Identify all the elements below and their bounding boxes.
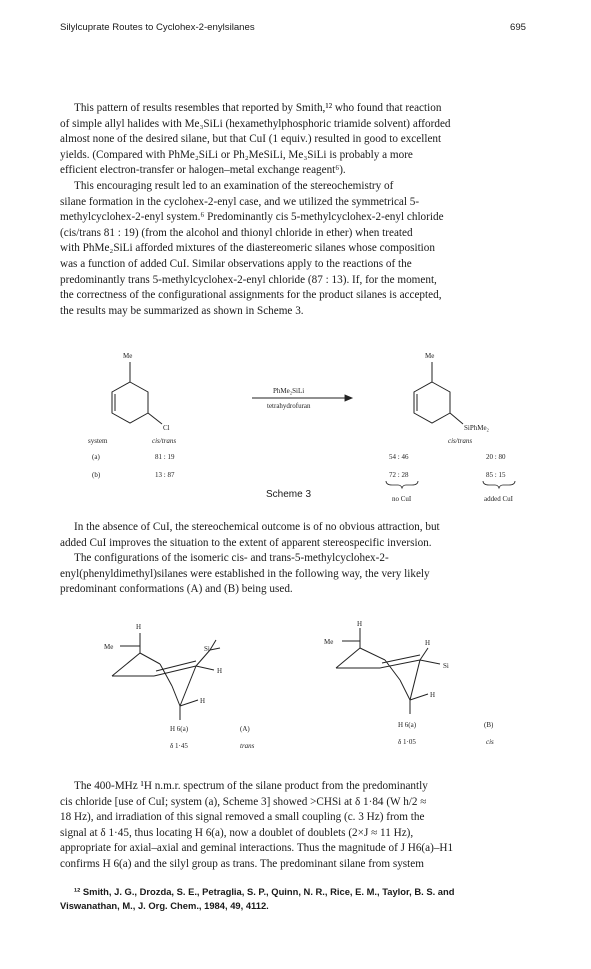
text-line: In the absence of CuI, the stereochemical outcome is of no obvious attraction, but [74,521,440,533]
a-me-label: Me [104,643,114,651]
row-b-start: 13 : 87 [155,471,175,479]
text-line: The 400-MHz ¹H n.m.r. spectrum of the silane product from the predominantly [74,780,428,792]
b-h-lower: H [430,691,436,699]
text-line: This encouraging result led to an examination of the stereochemistry of [74,180,394,192]
footnote-line: Viswanathan, M., J. Org. Chem., 1984, 49, 4112. [60,899,269,911]
row-a-start: 81 : 19 [155,453,175,461]
a-h-top: H [136,623,142,631]
ratio-heading-right: cis/trans [448,437,473,445]
text-line: This pattern of results resembles that reported by Smith,¹² who found that reaction [74,102,442,114]
reagent-label: PhMe₂SiLi [273,387,305,395]
text-line: yields. (Compared with PhMe₂SiLi or Ph₂MeSiLi, Me₃SiLi is probably a more [60,148,413,161]
a-h-right: H [217,667,223,675]
scheme-caption: Scheme 3 [266,489,312,500]
solvent-label: tetrahydrofuran [267,402,311,410]
row-b-cui: 85 : 15 [486,471,506,479]
text-line: 18 Hz), and irradiation of this signal removed a small coupling (c. 3 Hz) from the [60,811,425,824]
a-h6-label: H 6(a) [170,725,189,733]
footnote-line: ¹² Smith, J. G., Drozda, S. E., Petraglia, S. P., Quinn, N. R., Rice, E. M., Taylor, B. S. and [74,886,455,897]
a-conformer-label: (A) [240,725,250,733]
ratio-heading-left: cis/trans [152,437,177,445]
siphme2-label: SiPhMe₂ [464,424,490,432]
b-h-right: H [425,639,431,647]
text-line: silane formation in the cyclohex-2-enyl case, and we utilized the symmetrical 5- [60,195,420,208]
text-line: efficient electron-transfer or halogen–metal exchange reagent⁶). [60,164,346,177]
text-line: signal at δ 1·45, thus locating H 6(a), now a doublet of doublets (2×J ≈ 11 Hz), [60,826,414,839]
a-h-lower: H [200,697,206,705]
added-cui-label: added CuI [484,495,513,503]
me-label-right: Me [425,352,435,360]
paragraph-4 [60,779,532,873]
text-line: the results may be summarized as shown in Scheme 3. [60,304,304,317]
text-line: appropriate for axial–axial and geminal interactions. Thus the magnitude of J H6(a)–H1 [60,842,454,855]
me-label-left: Me [123,352,133,360]
text-line: enyl(phenyldimethyl)silanes were established in the following way, the very likely [60,567,430,580]
text-line: added CuI improves the situation to the extent of apparent stereospecific inversion. [60,536,432,549]
text-line: almost none of the desired silane, but that CuI (1 equiv.) resulted in good to excellent [60,133,442,146]
row-b-no-cui: 72 : 28 [389,471,409,479]
system-heading: system [88,437,108,445]
b-h6-label: H 6(a) [398,721,417,729]
b-shift-label: δ 1·05 [398,738,416,746]
b-conformer-label: (B) [484,721,494,729]
b-me-label: Me [324,638,334,646]
text-line: with PhMe₂SiLi afforded mixtures of the diastereomeric silanes whose composition [60,242,435,255]
footnote [60,885,532,912]
row-a-no-cui: 54 : 46 [389,453,409,461]
text-line: predominantly trans 5-methylcyclohex-2-enyl chloride (87 : 13). If, for the moment, [60,273,437,286]
text-line: The configurations of the isomeric cis- and trans-5-methylcyclohex-2- [74,552,389,565]
text-line: predominant conformations (A) and (B) being used. [60,583,293,596]
text-line: was a function of added CuI. Similar observations apply to the reactions of the [60,257,412,270]
text-line: cis chloride [use of CuI; system (a), Scheme 3] showed >CHSi at δ 1·84 (W h/2 ≈ [60,795,427,808]
text-line: confirms H 6(a) and the silyl group as trans. The predominant silane from system [60,857,424,870]
page-number: 695 [510,22,527,33]
running-title: Silylcuprate Routes to Cyclohex-2-enylsilanes [60,22,255,33]
cl-label: Cl [163,424,170,432]
text-line: (cis/trans 81 : 19) (from the alcohol and thionyl chloride in ether) when treated [60,226,413,239]
row-a-cui: 20 : 80 [486,453,506,461]
text-line: methylcyclohex-2-enyl system.⁶ Predominantly cis 5-methylcyclohex-2-enyl chloride [60,211,444,224]
a-si-label: Si [204,645,210,653]
text-line: of simple allyl halides with Me₃SiLi (hexamethylphosphoric triamide solvent) afforded [60,117,451,130]
row-b-label: (b) [92,471,101,479]
no-cui-label: no CuI [392,495,412,503]
b-config-label: cis [486,738,494,746]
a-shift-label: δ 1·45 [170,742,188,750]
b-h-top: H [357,620,363,628]
a-config-label: trans [240,742,255,750]
row-a-label: (a) [92,453,100,461]
text-line: the correctness of the configurational assignments for the product silanes is accepted, [60,289,442,302]
b-si-label: Si [443,662,449,670]
